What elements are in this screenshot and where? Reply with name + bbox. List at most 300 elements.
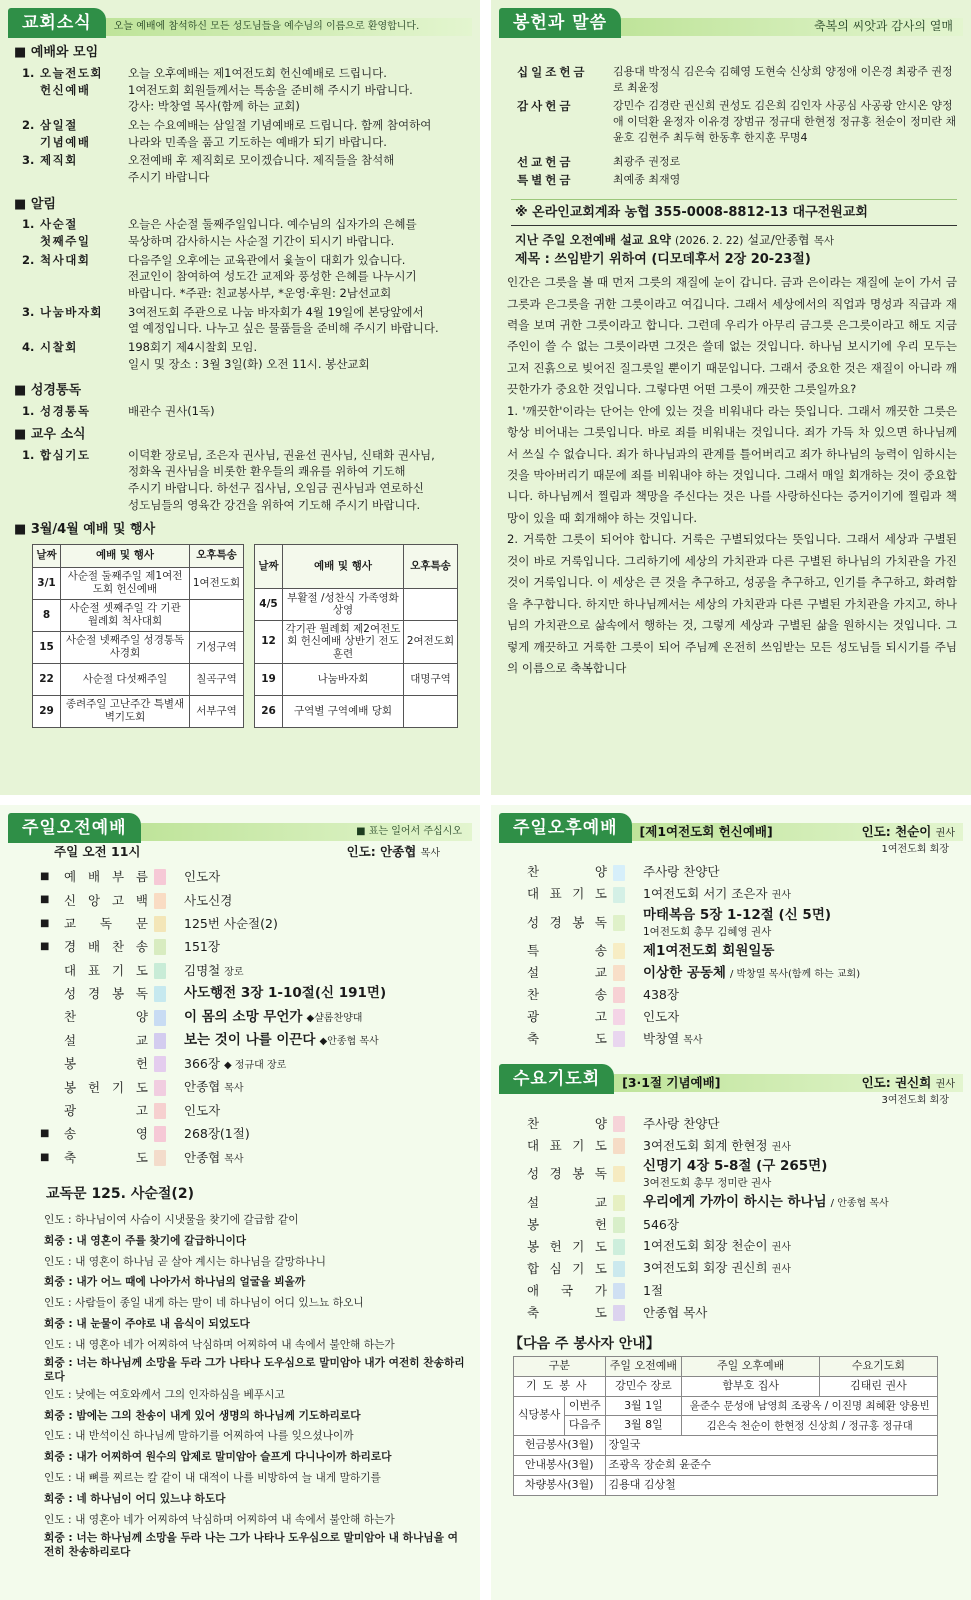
- responsive-text: 밤에는 그의 찬송이 내게 있어 생명의 하나님께 기도하리로다: [76, 1408, 361, 1422]
- members-heading: ■ 교우 소식: [14, 426, 466, 445]
- responsive-text: 내 반석이신 하나님께 말하기를 어찌하여 나를 잊으셨나이까: [75, 1429, 354, 1443]
- responsive-text: 내 영혼아 네가 어찌하여 낙심하며 어찌하여 내 속에서 불안해 하는가: [75, 1512, 395, 1526]
- order-value-note: 목사: [224, 1153, 244, 1165]
- order-value-note: 장로: [224, 966, 244, 978]
- order-value: [184, 1078, 468, 1097]
- order-value: [184, 915, 468, 933]
- color-swatch: [154, 1103, 166, 1119]
- news-item-num: 2.: [22, 117, 35, 132]
- schedule-row: [255, 695, 458, 727]
- order-value-note: 목사: [683, 1035, 703, 1047]
- order-label: 설 교: [527, 1194, 607, 1210]
- order-label: 찬 양: [527, 864, 607, 880]
- order-item: [40, 889, 468, 912]
- schedule-event: 부활절 /성찬식 가족영화 상영: [283, 588, 404, 620]
- volunteers-prayer-wed: 김태린 권사: [820, 1376, 938, 1396]
- stand-marker: ■: [40, 1151, 50, 1163]
- news-item-label-line: 사순절: [40, 217, 78, 232]
- responsive-reading: [44, 1210, 466, 1560]
- responsive-text: 내 눈물이 주야로 내 음식이 되었도다: [76, 1317, 250, 1331]
- responsive-line: [44, 1272, 466, 1293]
- order-value-note: ◆안종협 목사: [319, 1036, 379, 1048]
- church-news-panel: [0, 0, 480, 795]
- order-value-note: 목사: [224, 1083, 244, 1095]
- news-item-line: 오전예배 후 제직회로 모이겠습니다. 제직들을 참석해: [128, 153, 395, 168]
- afternoon-leader-name: 인도: 천순이: [861, 823, 932, 839]
- news-item-label-line: 제직회: [40, 153, 78, 168]
- order-label: 설 교: [527, 965, 607, 981]
- order-item: [40, 1076, 468, 1099]
- color-swatch: [613, 915, 625, 931]
- color-swatch: [154, 1150, 166, 1166]
- schedule-header-row: [255, 545, 458, 588]
- stand-marker: ■: [40, 917, 50, 929]
- responsive-speaker: 회중: [44, 1492, 65, 1506]
- news-item-label-line: 첫째주일: [40, 234, 91, 249]
- notice-heading: ■ 알림: [14, 196, 466, 215]
- sermon-date: (2026. 2. 22): [675, 234, 744, 247]
- order-value: [643, 964, 959, 984]
- color-swatch: [613, 1138, 625, 1154]
- responsive-sep: :: [64, 1317, 77, 1331]
- responsive-line: [44, 1531, 466, 1560]
- order-value: [643, 1115, 959, 1133]
- worship-heading: ■ 예배와 모임: [14, 44, 466, 63]
- news-item-label: [40, 117, 128, 150]
- order-value: [643, 1282, 959, 1300]
- news-item-line: 3여전도회 주관으로 나눔 바자회가 4월 19일에 본당앞에서: [128, 304, 424, 319]
- order-value: [184, 938, 468, 956]
- order-value-main: 인도자: [643, 1009, 680, 1025]
- order-item: [40, 1029, 468, 1052]
- order-label: 경 배 찬 송: [64, 939, 148, 955]
- order-value: [184, 892, 468, 910]
- offering-row: [517, 172, 957, 189]
- morning-leader-title: 목사: [420, 848, 440, 859]
- members-prayer-row: [22, 447, 466, 514]
- order-value-main: 사도신경: [184, 892, 233, 908]
- order-value: [643, 863, 959, 881]
- responsive-text: 내 영혼이 주를 찾기에 갈급하니이다: [76, 1233, 247, 1247]
- responsive-speaker: 인도: [44, 1338, 65, 1352]
- order-value: [643, 1137, 959, 1156]
- schedule-row: [33, 695, 244, 727]
- news-item-line: 1여전도회 회원들께서는 특송을 준비해 주시기 바랍니다.: [128, 82, 413, 97]
- color-swatch: [613, 1305, 625, 1321]
- afternoon-leader-sub: 1여전도회 회장: [881, 844, 949, 855]
- morning-header: [8, 813, 472, 843]
- news-item-num: 4.: [22, 340, 35, 355]
- volunteers-other-row: [514, 1475, 938, 1495]
- order-value-note: 권사: [771, 1141, 791, 1153]
- schedule-table-april: [254, 544, 458, 727]
- offering-names: 김용대 박정식 김은숙 김혜영 도현숙 신상희 양정애 이은경 최광주 권정로 최윤정: [613, 65, 953, 94]
- order-value: [643, 1216, 959, 1234]
- order-item: [40, 1123, 468, 1146]
- order-label: 대 표 기 도: [527, 1137, 607, 1153]
- order-label: 성 경 봉 독: [527, 914, 607, 930]
- responsive-line: [44, 1489, 466, 1510]
- news-item-label-line: 오늘전도회: [40, 65, 104, 80]
- order-item: [40, 1053, 468, 1076]
- order-value: [643, 986, 959, 1004]
- volunteers-kitchen-date: 3월 8일: [605, 1416, 682, 1436]
- schedule-date: 4/5: [255, 588, 283, 620]
- color-swatch: [613, 943, 625, 959]
- color-swatch: [613, 965, 625, 981]
- order-value-main: 3여전도회 회장 권신희: [643, 1260, 768, 1276]
- afternoon-leader: [862, 823, 955, 842]
- responsive-text: 낮에는 여호와께서 그의 인자하심을 베푸시고: [75, 1387, 285, 1401]
- order-value: [643, 1030, 959, 1049]
- responsive-text: 너는 하나님께 소망을 두라 나는 그가 나타나 도우심으로 말미암아 내 하나님을 여전히 찬송하리로다: [44, 1530, 459, 1559]
- news-item-line: 일시 및 장소 : 3월 3일(화) 오전 11시. 봉산교회: [128, 356, 370, 371]
- order-item: [40, 866, 468, 889]
- order-value-main: 1여전도회 회장 천순이: [643, 1238, 768, 1254]
- order-value-main: 안종협 목사: [643, 1304, 708, 1320]
- schedule-heading: ■ 3월/4월 예배 및 행사: [14, 521, 466, 540]
- responsive-line: [44, 1210, 466, 1231]
- schedule-date: 3/1: [33, 567, 61, 599]
- news-item-line: 강사: 박창열 목사(함께 하는 교회): [128, 99, 300, 114]
- afternoon-order-list: [491, 862, 971, 1051]
- offering-label: 특별헌금: [517, 173, 574, 188]
- order-value-main: 438장: [643, 987, 679, 1003]
- afternoon-header: [499, 813, 963, 843]
- volunteers-table: [513, 1356, 938, 1496]
- order-item: [527, 1192, 959, 1214]
- order-value-main: 3여전도회 회계 한현정: [643, 1137, 768, 1153]
- color-swatch: [613, 987, 625, 1003]
- order-item: [527, 1006, 959, 1028]
- order-value-main: 안종협: [184, 1149, 221, 1165]
- responsive-line: [44, 1468, 466, 1489]
- sermon-meta: [515, 232, 957, 249]
- schedule-date: 22: [33, 663, 61, 695]
- news-item-label: [40, 65, 128, 115]
- volunteers-kitchen-names: 윤준수 문성애 남영희 조광옥 / 이진명 최혜환 양용빈: [682, 1396, 938, 1416]
- schedule-header-cell: 오후특송: [190, 545, 244, 567]
- order-value-main: 125번 사순절(2): [184, 915, 278, 931]
- news-item-text: [128, 304, 466, 337]
- news-item-label: [40, 152, 128, 185]
- news-item-line: 다음주일 오후에는 교육관에서 윷놀이 대회가 있습니다.: [128, 252, 406, 267]
- schedule-tables: [32, 544, 480, 727]
- news-item: [22, 216, 466, 249]
- schedule-special: [190, 599, 244, 631]
- offering-list: [491, 64, 971, 189]
- responsive-text: 네 하나님이 어디 있느냐 하도다: [76, 1492, 226, 1506]
- order-item: [527, 1028, 959, 1050]
- order-value: [184, 1125, 468, 1143]
- responsive-sep: :: [64, 1387, 76, 1401]
- notice-list: [0, 216, 480, 372]
- order-item: [527, 884, 959, 906]
- order-item: [527, 906, 959, 941]
- color-swatch: [613, 1283, 625, 1299]
- responsive-sep: :: [64, 1512, 76, 1526]
- order-label: 봉 헌: [527, 1216, 607, 1232]
- responsive-speaker: 회중: [44, 1355, 65, 1369]
- members-num: 1.: [22, 447, 35, 462]
- responsive-text: 사람들이 종일 내게 하는 말이 네 하나님이 어디 있느뇨 하오니: [75, 1296, 364, 1310]
- sermon-title: 제목 : 쓰임받기 위하여 (디모데후서 2장 20-23절): [515, 252, 811, 268]
- color-swatch: [613, 1217, 625, 1233]
- responsive-text: 내 영혼아 네가 어찌하여 낙심하며 어찌하여 내 속에서 불안해 하는가: [75, 1338, 395, 1352]
- volunteers-other-label: 차량봉사(3월): [514, 1475, 606, 1495]
- order-label: 설 교: [64, 1032, 148, 1048]
- bank-account: ※ 온라인교회계좌 농협 355-0008-8812-13 대구전원교회: [511, 199, 957, 226]
- volunteers-header-cell: 주일 오후예배: [682, 1356, 820, 1376]
- responsive-speaker: 인도: [44, 1387, 65, 1401]
- news-item: [22, 339, 466, 372]
- news-item-line: 오는 수요예배는 삼일절 기념예배로 드립니다. 함께 참여하여: [128, 117, 432, 132]
- offering-label: 감사헌금: [517, 98, 574, 113]
- schedule-row: [33, 663, 244, 695]
- stand-note: ■ 표는 일어서 주십시오: [141, 823, 472, 841]
- order-value: [643, 1008, 959, 1026]
- morning-order-list: [0, 866, 480, 1170]
- news-item-line: 주시기 바랍니다: [128, 169, 210, 184]
- wednesday-leader: [862, 1074, 955, 1093]
- responsive-line: [44, 1385, 466, 1406]
- offering-row: [517, 98, 957, 146]
- responsive-text: 내가 어느 때에 나아가서 하나님의 얼굴을 뵈올까: [76, 1275, 306, 1289]
- color-swatch: [154, 1033, 166, 1049]
- order-item: [40, 1146, 468, 1169]
- news-item-text: [128, 152, 466, 185]
- responsive-line: [44, 1252, 466, 1273]
- order-value-main: 사도행전 3장 1-10절(신 191면): [184, 985, 387, 1002]
- bible-heading: ■ 성경통독: [14, 382, 466, 401]
- offering-names: 강민수 김경란 권신희 권성도 김은희 김인자 사공심 사공광 안시온 양정애 이덕환 윤정자 이유경 장범규 정규대 한현정 정규홍 천순이 정미란 채윤호 김현주 최두혁 한동후 한지훈 무명4: [613, 98, 957, 144]
- schedule-header-cell: 날짜: [255, 545, 283, 588]
- order-value-note: 권사: [771, 1242, 791, 1254]
- order-value-main: 366장: [184, 1056, 220, 1072]
- order-label: 신 앙 고 백: [64, 892, 148, 908]
- order-value: [643, 1237, 959, 1256]
- color-swatch: [154, 963, 166, 979]
- offering-row: [517, 154, 957, 171]
- schedule-row: [255, 588, 458, 620]
- responsive-sep: :: [64, 1530, 77, 1544]
- order-value-note: ◆샬롬찬양대: [306, 1012, 363, 1024]
- order-label: 대 표 기 도: [527, 886, 607, 902]
- news-item: [22, 152, 466, 185]
- schedule-header-row: [33, 545, 244, 567]
- responsive-speaker: 인도: [44, 1296, 65, 1310]
- color-swatch: [613, 887, 625, 903]
- volunteers-header-cell: 수요기도회: [820, 1356, 938, 1376]
- members-line: 성도님들의 영육간 강건을 위하여 기도해 주시기 바랍니다.: [128, 497, 421, 512]
- responsive-text: 내 영혼이 하나님 곧 살아 계시는 하나님을 갈망하나니: [75, 1254, 326, 1268]
- responsive-speaker: 인도: [44, 1471, 65, 1485]
- stand-marker: ■: [40, 941, 50, 953]
- volunteers-kitchen-when: 이번주: [565, 1396, 605, 1416]
- news-item-line: 오늘은 사순절 둘째주일입니다. 예수님의 십자가의 은혜를: [128, 217, 417, 232]
- news-item-num: 3.: [22, 153, 35, 168]
- offering-title: 봉헌과 말씀: [499, 8, 621, 38]
- volunteers-other-row: [514, 1456, 938, 1476]
- responsive-sep: :: [64, 1212, 76, 1226]
- schedule-event: 구역별 구역예배 당회: [283, 695, 404, 727]
- news-item-line: 묵상하며 감사하시는 사순절 기간이 되시기 바랍니다.: [128, 234, 395, 249]
- offering-label: 십일조헌금: [517, 65, 588, 79]
- afternoon-wednesday-panel: [491, 805, 971, 1600]
- stand-marker: ■: [40, 894, 50, 906]
- schedule-row: [33, 599, 244, 631]
- responsive-line: [44, 1406, 466, 1427]
- members-label: 합심기도: [40, 447, 91, 462]
- wednesday-leader-sub: 3여전도회 회장: [881, 1095, 949, 1107]
- schedule-special: 2여전도회: [404, 620, 458, 663]
- order-value: [643, 1304, 959, 1322]
- news-item-line: 오늘 오후예배는 제1여전도회 헌신예배로 드립니다.: [128, 65, 387, 80]
- color-swatch: [154, 869, 166, 885]
- order-label: 축 도: [527, 1031, 607, 1047]
- order-item: [527, 1258, 959, 1280]
- order-label: 성 경 봉 독: [527, 1166, 607, 1182]
- wednesday-header: [499, 1064, 963, 1094]
- order-value-note: ◆ 정규대 장로: [223, 1060, 287, 1072]
- color-swatch: [154, 916, 166, 932]
- order-value-sub: 1여전도회 총무 김혜영 권사: [643, 926, 772, 939]
- volunteers-kitchen-when: 다음주: [565, 1416, 605, 1436]
- responsive-line: [44, 1231, 466, 1252]
- responsive-speaker: 회중: [44, 1530, 65, 1544]
- news-item-label: [40, 339, 128, 372]
- offering-row: [517, 64, 957, 96]
- color-swatch: [154, 1080, 166, 1096]
- news-item-text: [128, 339, 466, 372]
- news-item: [22, 117, 466, 150]
- order-value: [184, 1008, 468, 1028]
- responsive-line: [44, 1293, 466, 1314]
- responsive-sep: :: [64, 1355, 77, 1369]
- responsive-speaker: 회중: [44, 1450, 65, 1464]
- color-swatch: [154, 986, 166, 1002]
- order-value-main: 안종협: [184, 1079, 221, 1095]
- responsive-speaker: 회중: [44, 1275, 65, 1289]
- order-label: 애 국 가: [527, 1282, 607, 1298]
- order-label: 광 고: [527, 1009, 607, 1025]
- order-value: [643, 906, 959, 941]
- bible-reading-row: [22, 403, 466, 420]
- schedule-row: [255, 663, 458, 695]
- order-item: [527, 1302, 959, 1324]
- schedule-header-cell: 날짜: [33, 545, 61, 567]
- news-item-text: [128, 117, 466, 150]
- schedule-special: 기성구역: [190, 631, 244, 663]
- order-value: [643, 1259, 959, 1278]
- order-value: [643, 1193, 959, 1213]
- volunteers-other-label: 헌금봉사(3월): [514, 1436, 606, 1456]
- schedule-event: 사순절 넷째주일 성경통독 사경회: [61, 631, 190, 663]
- order-label: 대 표 기 도: [64, 962, 148, 978]
- volunteers-kitchen-date: 3월 1일: [605, 1396, 682, 1416]
- order-label: 특 송: [527, 943, 607, 959]
- schedule-date: 15: [33, 631, 61, 663]
- order-item: [40, 982, 468, 1005]
- order-value: [643, 942, 959, 962]
- news-item-label: [40, 216, 128, 249]
- order-value-main: 주사랑 찬양단: [643, 864, 720, 880]
- order-value: [184, 1031, 468, 1051]
- responsive-text: 내 뼈를 찌르는 칼 같이 내 대적이 나를 비방하여 늘 내게 말하기를: [75, 1471, 381, 1485]
- schedule-row: [255, 620, 458, 663]
- schedule-date: 19: [255, 663, 283, 695]
- volunteers-prayer-row: [514, 1376, 938, 1396]
- order-item: [527, 962, 959, 984]
- volunteers-other-names: 조광옥 장순희 윤준수: [605, 1456, 938, 1476]
- news-item-label: [40, 252, 128, 302]
- schedule-event: 종려주일 고난주간 특별새벽기도회: [61, 695, 190, 727]
- volunteers-header-cell: 구분: [514, 1356, 606, 1376]
- responsive-line: [44, 1314, 466, 1335]
- schedule-table-march: [32, 544, 244, 727]
- responsive-line: [44, 1510, 466, 1531]
- morning-title: 주일오전예배: [8, 813, 141, 843]
- members-text: [128, 447, 466, 514]
- order-item: [527, 1214, 959, 1236]
- news-item: [22, 304, 466, 337]
- volunteers-prayer-am: 강민수 장로: [605, 1376, 682, 1396]
- order-value-main: 마태복음 5장 1-12절 (신 5면): [643, 906, 832, 923]
- color-swatch: [613, 1239, 625, 1255]
- volunteers-other-names: 장일국: [605, 1436, 938, 1456]
- wednesday-leader-name: 인도: 권신희: [861, 1075, 932, 1091]
- order-label: 광 고: [64, 1103, 148, 1119]
- sermon-preacher-title: 목사: [813, 234, 835, 247]
- wednesday-bar: [614, 1074, 963, 1092]
- news-item-label-line: 나눔바자회: [40, 304, 104, 319]
- schedule-event: 사순절 셋째주일 각 기관 월례회 척사대회: [61, 599, 190, 631]
- afternoon-title: 주일오후예배: [499, 813, 632, 843]
- schedule-date: 29: [33, 695, 61, 727]
- order-item: [527, 1236, 959, 1258]
- news-item-text: [128, 65, 466, 115]
- responsive-speaker: 회중: [44, 1233, 65, 1247]
- responsive-speaker: 인도: [44, 1512, 65, 1526]
- morning-leader-name: 안종협: [380, 844, 417, 859]
- schedule-date: 26: [255, 695, 283, 727]
- order-value: [184, 868, 468, 886]
- schedule-date: 12: [255, 620, 283, 663]
- order-value-main: 우리에게 가까이 하시는 하나님: [643, 1193, 827, 1210]
- order-value: [184, 1055, 468, 1074]
- members-line: 주시기 바랍니다. 하선구 집사님, 오임금 권사님과 연로하신: [128, 481, 424, 496]
- order-label: 교 독 문: [64, 915, 148, 931]
- order-value-main: 1여전도회 서기 조은자: [643, 886, 768, 902]
- news-item-line: 198회기 제4시찰회 모임.: [128, 340, 258, 355]
- news-item-label: [40, 304, 128, 337]
- sermon-paragraph: 인간은 그릇을 볼 때 먼저 그릇의 재질에 눈이 갑니다. 금과 은이라는 재질에 눈이 가서 금그릇과 은그릇을 귀한 그릇이라고 여깁니다. 그래서 세상에서의 직업과 명성과 직급과 재력을 보며 귀한 그릇이라고 합니다. 그런데 우리가 아무리 금그릇 은그릇이라고 해도 지금 주인이 쓸 수 없는 그릇이라면 그것은 쓸데 없는 것입니다. 하나님 보시기에 우리 모두는 고저 진흙으로 빚어진 질그릇일 뿐이기 때문입니다. 그래서 중요한 것은 재질이 아니라 깨끗한가가 중요한 것입니다. 그렇다면 어떤 그릇이 깨끗한 그릇일까요?: [507, 275, 957, 397]
- order-value-main: 주사랑 찬양단: [643, 1115, 720, 1131]
- schedule-header-cell: 오후특송: [404, 545, 458, 588]
- color-swatch: [154, 1010, 166, 1026]
- stand-marker: ■: [40, 870, 50, 882]
- church-news-title: 교회소식: [8, 8, 106, 38]
- order-value-main: 박창열: [643, 1031, 680, 1047]
- schedule-event: 사순절 다섯째주일: [61, 663, 190, 695]
- responsive-sep: :: [64, 1233, 77, 1247]
- wednesday-leader-title: 권사: [935, 1079, 955, 1091]
- offering-header: [499, 8, 963, 38]
- morning-leader: [347, 843, 440, 862]
- order-value-main: 신명기 4장 5-8절 (구 265면): [643, 1157, 828, 1174]
- volunteers-other-names: 김용대 김상철: [605, 1475, 938, 1495]
- afternoon-bar: [632, 823, 963, 841]
